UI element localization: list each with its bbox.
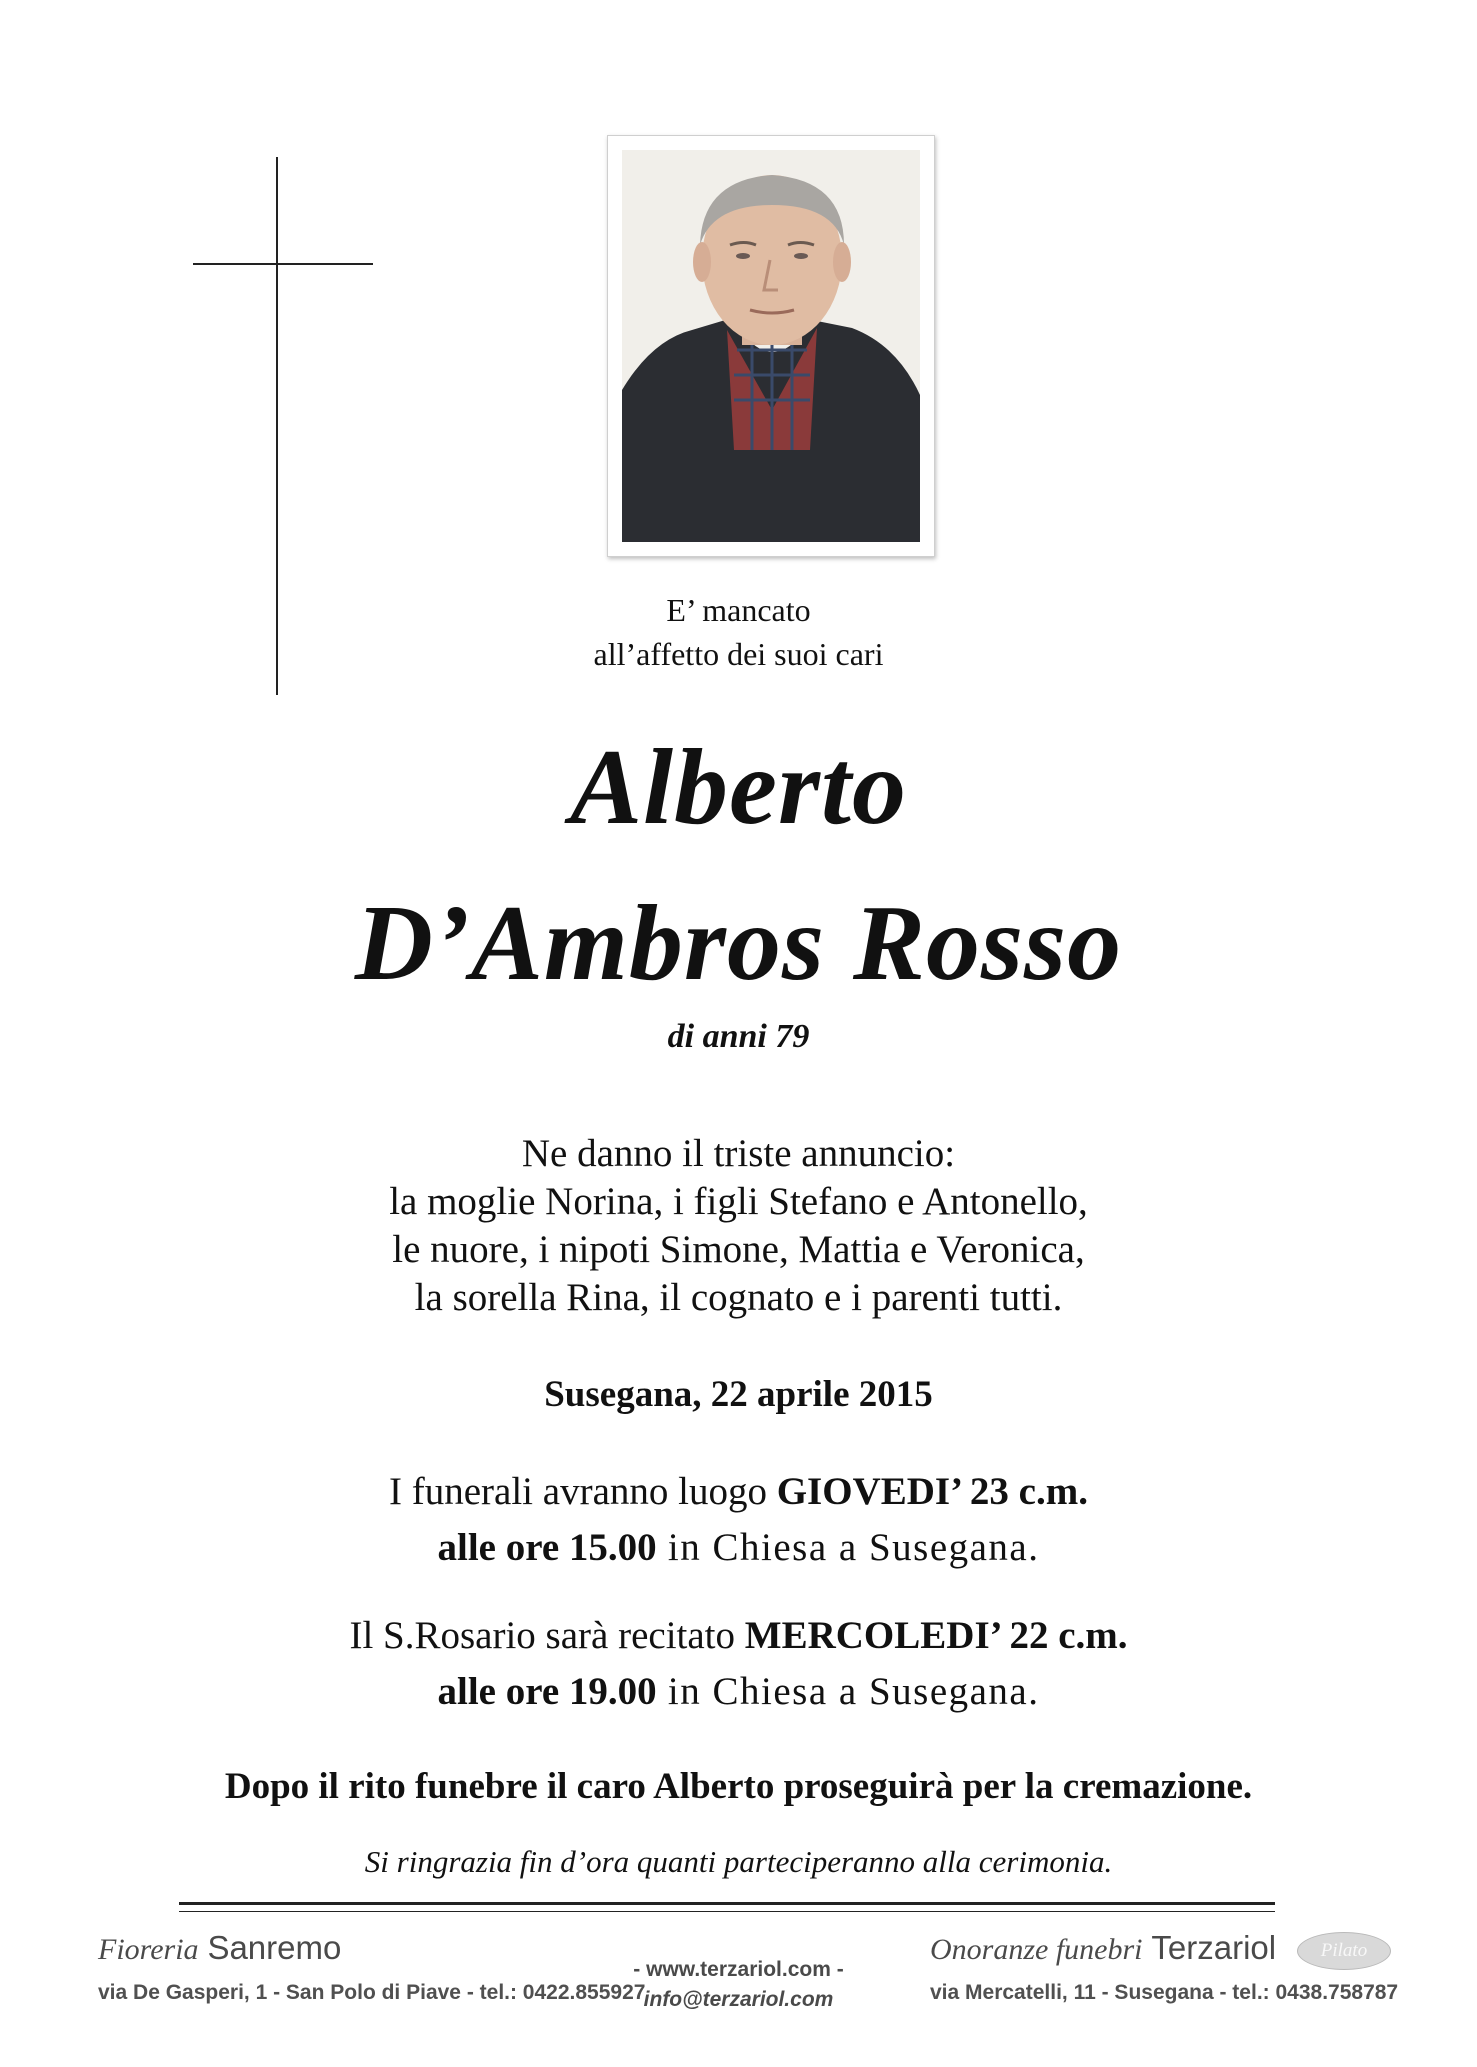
funeral-place: in Chiesa a Susegana. xyxy=(656,1526,1040,1569)
thanks-note: Si ringrazia fin d’ora quanti parteciperanno alla cerimonia. xyxy=(364,1844,1113,1879)
footer-divider-thin xyxy=(179,1911,1275,1912)
footer-funeral-home xyxy=(930,1928,1398,2008)
intro-text xyxy=(0,588,1477,676)
funeral-time: alle ore 15.00 xyxy=(437,1526,657,1569)
announcement-line: le nuore, i nipoti Simone, Mattia e Veronica, xyxy=(392,1228,1085,1271)
place-date: Susegana, 22 aprile 2015 xyxy=(544,1374,933,1415)
footer-divider-thick xyxy=(179,1902,1275,1905)
deceased-first-name: Alberto xyxy=(569,728,907,847)
florist-brand-name: Sanremo xyxy=(207,1929,342,1966)
cremation-note: Dopo il rito funebre il caro Alberto proseguirà per la cremazione. xyxy=(224,1766,1253,1807)
florist-brand-script: Fioreria xyxy=(98,1933,199,1966)
email-link[interactable]: info@terzariol.com xyxy=(643,1988,834,2011)
pilato-badge: Pilato xyxy=(1297,1932,1391,1970)
portrait-frame xyxy=(607,135,935,557)
funeral-info xyxy=(0,1464,1477,1576)
intro-line-1: E’ mancato xyxy=(666,592,811,628)
deceased-age: di anni 79 xyxy=(667,1018,810,1055)
rosary-place: in Chiesa a Susegana. xyxy=(656,1670,1040,1713)
funeral-day: GIOVEDI’ 23 c.m. xyxy=(776,1470,1088,1513)
rosary-info xyxy=(0,1608,1477,1720)
rosary-intro: Il S.Rosario sarà recitato xyxy=(349,1614,745,1657)
deceased-last-name: D’Ambros Rosso xyxy=(354,884,1123,1003)
rosary-time: alle ore 19.00 xyxy=(437,1670,657,1713)
intro-line-2: all’affetto dei suoi cari xyxy=(593,636,884,672)
announcement-line: la moglie Norina, i figli Stefano e Antonello, xyxy=(389,1180,1088,1223)
website-link[interactable]: - www.terzariol.com - xyxy=(633,1958,844,1981)
florist-address: via De Gasperi, 1 - San Polo di Piave - tel.: 0422.855927 xyxy=(98,1981,646,2004)
portrait-photo xyxy=(622,150,920,542)
funeral-home-logo xyxy=(930,1928,1398,1970)
announcement-line: la sorella Rina, il cognato e i parenti tutti. xyxy=(414,1276,1063,1319)
funeral-home-brand-name: Terzariol xyxy=(1151,1929,1277,1966)
announcement-line: Ne danno il triste annuncio: xyxy=(521,1132,956,1175)
funeral-home-address: via Mercatelli, 11 - Susegana - tel.: 0438.758787 xyxy=(930,1981,1399,2004)
announcement-block xyxy=(0,1130,1477,1322)
cross-horizontal-bar xyxy=(193,263,373,265)
funeral-intro: I funerali avranno luogo xyxy=(389,1470,777,1513)
funeral-home-brand-script: Onoranze funebri xyxy=(930,1933,1143,1966)
rosary-day: MERCOLEDI’ 22 c.m. xyxy=(744,1614,1128,1657)
